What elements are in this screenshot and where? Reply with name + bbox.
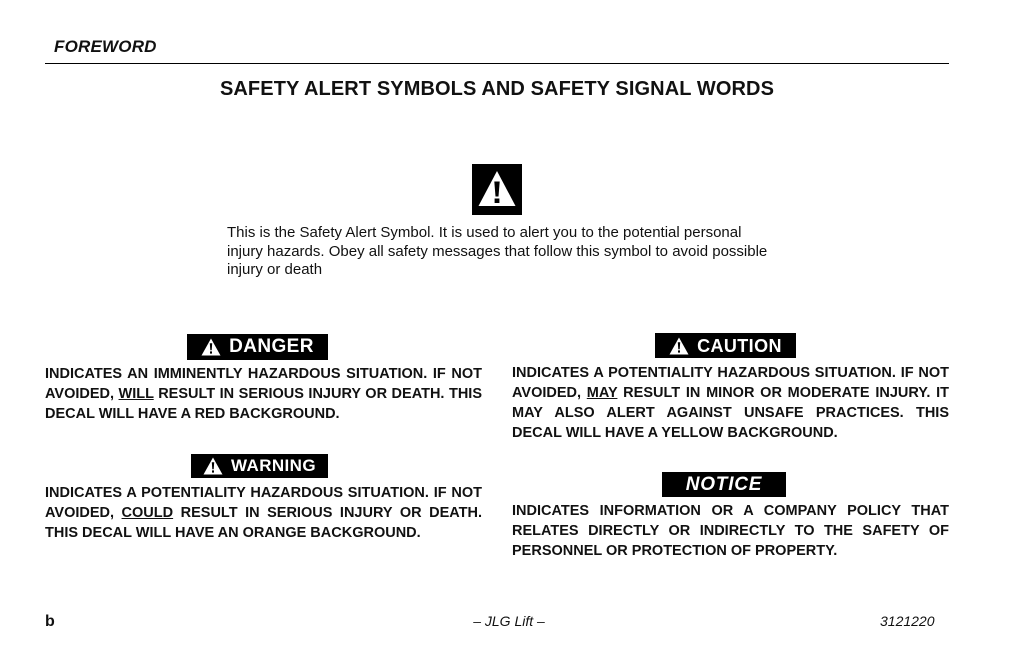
danger-description [45, 364, 482, 424]
notice-label [662, 472, 786, 497]
footer-brand: – JLG Lift – [473, 613, 545, 629]
danger-desc-text: INDICATES AN IMMINENTLY HAZARDOUS SITUATION. IF NOT AVOIDED, [45, 366, 482, 402]
warning-description [45, 483, 482, 543]
notice-description: INDICATES INFORMATION OR A COMPANY POLICY THAT RELATES DIRECTLY OR INDIRECTLY TO THE SAFETY OF PERSONNEL OR PROTECTION OF PROPERTY. [512, 503, 949, 559]
caution-desc-text: INDICATES A POTENTIALITY HAZARDOUS SITUATION. IF NOT AVOIDED, [512, 365, 949, 401]
page-title: SAFETY ALERT SYMBOLS AND SAFETY SIGNAL WORDS [219, 78, 775, 100]
section-title: FOREWORD [54, 37, 157, 56]
warning-label [191, 454, 328, 478]
safety-alert-description: This is the Safety Alert Symbol. It is used to alert you to the potential personal injury hazards. Obey all safety messages that follow this symbol to avoid possible injury or death [227, 224, 768, 278]
safety-alert-symbol [472, 164, 522, 215]
warning-emphasis: COULD [121, 505, 174, 521]
warning-desc-text: INDICATES A POTENTIALITY HAZARDOUS SITUATION. IF NOT AVOIDED, [45, 485, 482, 521]
warning-label-text: WARNING [231, 456, 316, 475]
danger-label-text: DANGER [229, 336, 314, 357]
danger-desc-text-end: RESULT IN SERIOUS INJURY OR DEATH. THIS DECAL WILL HAVE A RED BACKGROUND. [45, 386, 482, 422]
page-letter: b [45, 613, 55, 630]
warning-triangle-icon [203, 457, 223, 475]
caution-label [655, 333, 796, 358]
header-divider [45, 63, 949, 64]
caution-emphasis: MAY [586, 385, 618, 401]
danger-emphasis: WILL [118, 386, 154, 402]
warning-triangle-icon [477, 169, 517, 209]
notice-label-text: NOTICE [685, 473, 763, 495]
caution-description [512, 363, 949, 443]
caution-desc-text-end: RESULT IN MINOR OR MODERATE INJURY. IT MAY ALSO ALERT AGAINST UNSAFE PRACTICES. THIS DECAL WILL HAVE A YELLOW BACKGROUND. [512, 385, 950, 441]
document-number: 3121220 [880, 613, 935, 629]
warning-triangle-icon [669, 337, 689, 355]
warning-desc-text-end: RESULT IN SERIOUS INJURY OR DEATH. THIS DECAL WILL HAVE AN ORANGE BACKGROUND. [45, 505, 482, 541]
caution-label-text: CAUTION [697, 335, 782, 356]
warning-triangle-icon [201, 338, 221, 356]
danger-label [187, 334, 328, 360]
